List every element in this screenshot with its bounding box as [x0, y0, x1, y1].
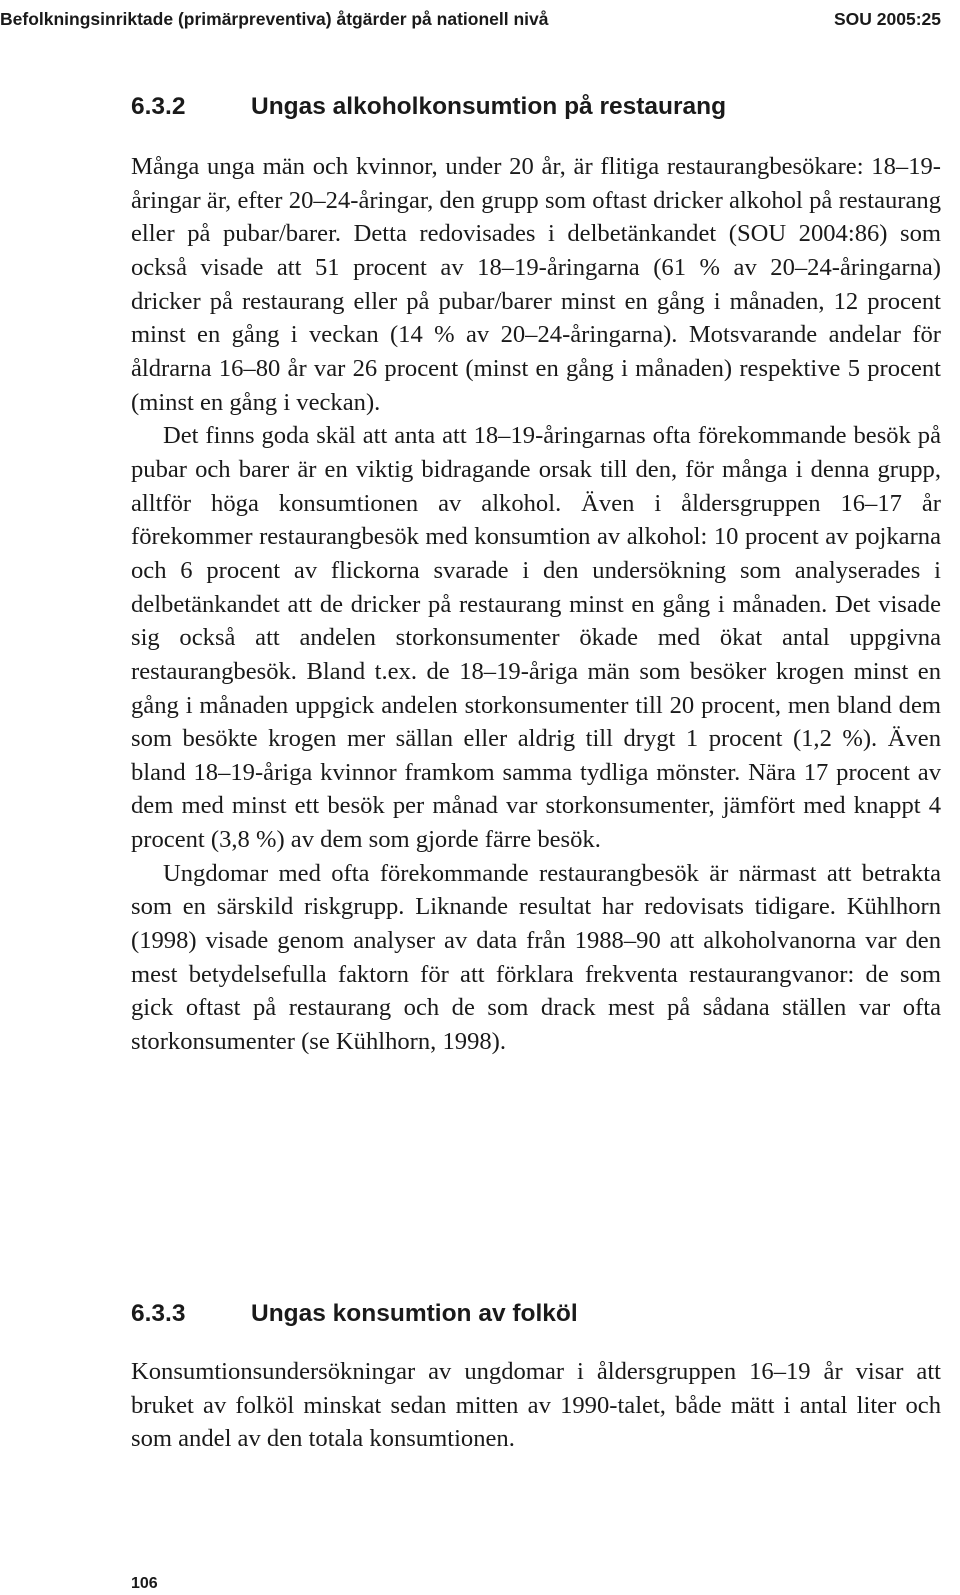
- body-paragraph: Konsumtionsundersökningar av ungdomar i åldersgruppen 16–19 år visar att bruket av folköl minskat sedan mitten av 1990-talet, både mätt i antal liter och som andel av den totala konsumtionen.: [131, 1358, 941, 1453]
- body-paragraph: Många unga män och kvinnor, under 20 år, är flitiga restaurangbesökare: 18–19-åringar är, efter 20–24-åringar, den grupp som oftast dricker alkohol på restaurang eller på pubar/barer. Detta redovisades i delbetänkandet (SOU 2004:86) som också visade att 51 procent av 18–19-åringarna (61 % av 20–24-åringarna) dricker på restaurang eller på pubar/barer minst en gång i månaden, 12 procent minst en gång i veckan (14 % av 20–24-åringarna). Motsvarande andelar för åldrarna 16–80 år var 26 procent (minst en gång i månaden) respektive 5 procent (minst en gång i veckan).: [131, 153, 941, 416]
- section-number: 6.3.3: [131, 1300, 186, 1327]
- running-header-report-id: SOU 2005:25: [833, 9, 941, 29]
- page-number: 106: [131, 1575, 158, 1592]
- section-body-6-3-3: [131, 1355, 941, 1456]
- section-title: Ungas konsumtion av folköl: [251, 1300, 578, 1327]
- body-paragraph: Det finns goda skäl att anta att 18–19-åringarnas ofta förekommande besök på pubar och barer är en viktig bidragande orsak till den, för många i denna grupp, alltför höga konsumtionen av alkohol. Även i åldersgruppen 16–17 år förekommer restaurangbesök med konsumtion av alkohol: 10 procent av pojkarna och 6 procent av flickorna svarade i den undersökning som analyserades i delbetänkandet att de dricker på restaurang minst en gång i månaden. Det visade sig också att andelen storkonsumenter ökade med ökat antal uppgivna restaurangbesök. Bland t.ex. de 18–19-åriga män som besöker krogen minst en gång i månaden uppgick andelen storkonsumenter till 20 procent, men bland dem som besökte krogen mer sällan eller aldrig till drygt 1 procent (1,2 %). Även bland 18–19-åriga kvinnor framkom samma tydliga mönster. Nära 17 procent av dem med minst ett besök per månad var storkonsumenter, jämfört med knappt 4 procent (3,8 %) av dem som gjorde färre besök.: [131, 422, 941, 854]
- body-paragraph: Ungdomar med ofta förekommande restaurangbesök är närmast att betrakta som en särskild riskgrupp. Liknande resultat har redovisats tidigare. Kühlhorn (1998) visade genom analyser av data från 1988–90 att alkoholvanorna var den mest betydelsefulla faktorn för att förklara frekventa restaurangvanor: de som gick oftast på restaurang och de som drack mest på sådana ställen var ofta storkonsumenter (se Kühlhorn, 1998).: [131, 859, 941, 1056]
- section-body-6-3-2: [131, 150, 941, 1059]
- running-header-title: Befolkningsinriktade (primärpreventiva) åtgärder på nationell nivå: [0, 9, 549, 29]
- section-title: Ungas alkoholkonsumtion på restaurang: [251, 93, 727, 120]
- running-header: [0, 4, 941, 34]
- section-number: 6.3.2: [131, 93, 186, 120]
